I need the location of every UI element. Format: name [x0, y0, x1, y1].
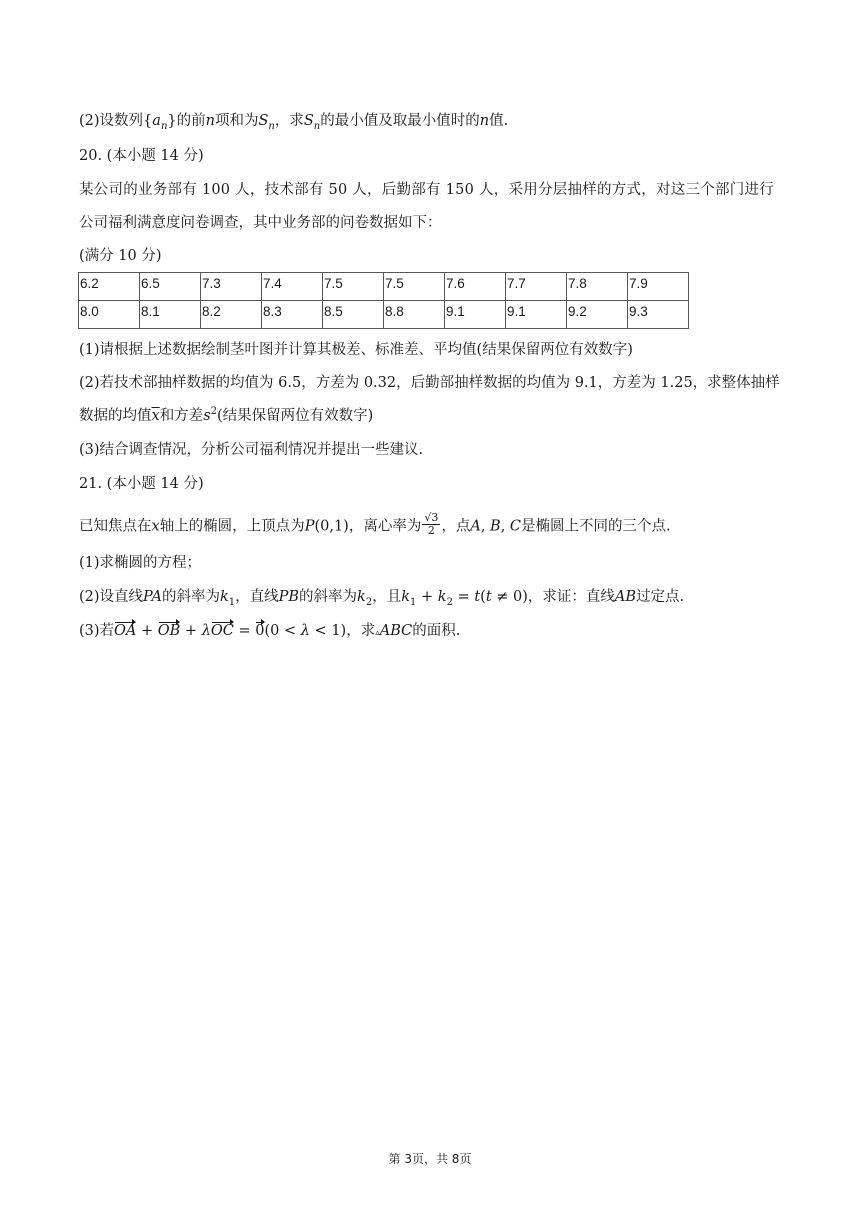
table-cell: 8.1 [140, 301, 201, 329]
table-cell: 7.7 [506, 273, 567, 301]
table-cell: 9.2 [567, 301, 628, 329]
page-footer: 第 3页，共 8页 [388, 1152, 472, 1166]
table-cell: 8.2 [201, 301, 262, 329]
table-cell: 9.1 [506, 301, 567, 329]
table-cell: 9.1 [445, 301, 506, 329]
table-cell: 6.5 [140, 273, 201, 301]
q20-intro-line2: 公司福利满意度问卷调查，其中业务部的问卷数据如下： [79, 215, 442, 231]
table-cell: 7.5 [384, 273, 445, 301]
q20-score-note: (满分 10 分) [79, 248, 162, 264]
table-cell: 7.9 [628, 273, 689, 301]
table-cell: 7.8 [567, 273, 628, 301]
table-cell: 7.6 [445, 273, 506, 301]
table-cell: 8.0 [79, 301, 140, 329]
q21-intro: 已知焦点在x轴上的椭圆，上顶点为P(0,1)，离心率为 $\frac{√3}{2}$ ，点A, B, C是椭圆上不同的三个点. [79, 511, 671, 537]
eccentricity-fraction: $\frac{√3}{2}$ [424, 511, 439, 537]
q19-part2: (2)设数列$\{a_n\}$的前n项和为$S_n$，求$S_n$的最小值及取最小值时的n值. [79, 113, 509, 132]
table-cell: 8.5 [323, 301, 384, 329]
table-cell: 7.3 [201, 273, 262, 301]
q20-intro-line1: 某公司的业务部有 100 人，技术部有 50 人，后勤部有 150 人，采用分层抽样的方式，对这三个部门进行 [79, 182, 774, 198]
table-cell: 7.5 [323, 273, 384, 301]
q21-heading: 21. (本小题 14 分) [79, 476, 204, 492]
table-cell: 6.2 [79, 273, 140, 301]
q20-part2-line1: (2)若技术部抽样数据的均值为 6.5，方差为 0.32，后勤部抽样数据的均值为 9.1，方差为 1.25，求整体抽样 [79, 375, 780, 391]
q20-part3: (3)结合调查情况，分析公司福利情况并提出一些建议. [79, 442, 424, 458]
q20-heading: 20. (本小题 14 分) [79, 148, 204, 164]
table-cell: 8.3 [262, 301, 323, 329]
q21-part3: (3)若OA + OB + λOC = 0(0 < λ < 1)，求▵ABC的面积. [79, 623, 461, 639]
q21-part2: (2)设直线PA的斜率为$k_1$，直线PB的斜率为$k_2$，且$k_1 + k_2 = t(t \ne 0)$，求证：直线AB过定点. [79, 589, 685, 608]
table-cell: 9.3 [628, 301, 689, 329]
q20-part2-line2: 数据的均值$\overline{x}$和方差$s^2$(结果保留两位有效数字) [79, 406, 374, 424]
q20-part1: (1)请根据上述数据绘制茎叶图并计算其极差、标准差、平均值(结果保留两位有效数字) [79, 342, 633, 358]
q21-part1: (1)求椭圆的方程； [79, 555, 202, 571]
table-row [79, 273, 689, 301]
triangle-symbol: ▵ [375, 628, 380, 638]
table-row [79, 301, 689, 329]
table-cell: 8.8 [384, 301, 445, 329]
table-cell: 7.4 [262, 273, 323, 301]
q20-data-table [78, 272, 689, 329]
